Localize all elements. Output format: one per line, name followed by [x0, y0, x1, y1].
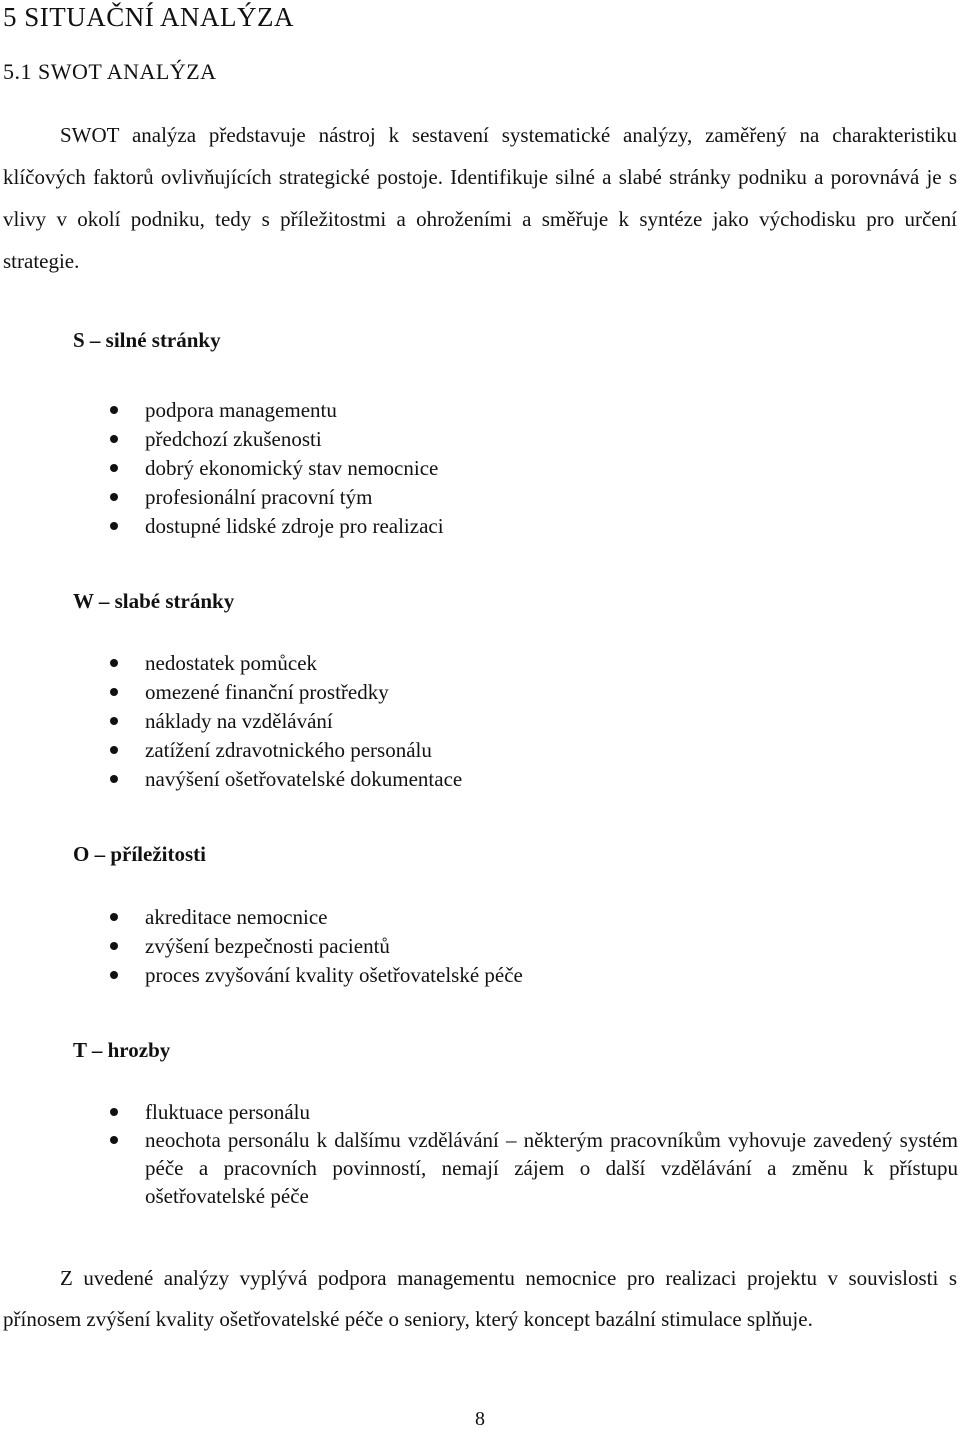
list-item	[110, 649, 958, 678]
weaknesses-heading: W – slabé stránky	[73, 589, 235, 613]
bullet-icon	[110, 942, 118, 950]
list-item	[110, 961, 958, 990]
list-item	[110, 512, 958, 541]
list-item-text: podpora managementu	[145, 398, 337, 422]
opportunities-heading: O – příležitosti	[73, 842, 206, 866]
list-item-text: akreditace nemocnice	[145, 905, 328, 929]
bullet-icon	[110, 435, 118, 443]
threats-list	[110, 1098, 958, 1210]
list-item-text: dostupné lidské zdroje pro realizaci	[145, 514, 444, 538]
list-item-text: proces zvyšování kvality ošetřovatelské péče	[145, 963, 523, 987]
bullet-icon	[110, 659, 118, 667]
list-item-text: neochota personálu k dalšímu vzdělávání – některým pracovníkům vyhovuje zavedený systém péče a pracovních povinností, nemají zájem o další vzdělávání a změnu k přístupu ošetřovatelské péče	[145, 1128, 958, 1208]
list-item-text: předchozí zkušenosti	[145, 427, 322, 451]
strengths-list	[110, 396, 958, 541]
list-item	[110, 736, 958, 765]
bullet-icon	[110, 1136, 118, 1144]
conclusion-paragraph: Z uvedené analýzy vyplývá podpora managementu nemocnice pro realizaci projektu v souvislosti s přínosem zvýšení kvality ošetřovatelské péče o seniory, který koncept bazální stimulace splňuje.	[3, 1266, 957, 1331]
list-item	[110, 1098, 958, 1126]
bullet-icon	[110, 493, 118, 501]
list-item-text: zatížení zdravotnického personálu	[145, 738, 432, 762]
list-item-text: profesionální pracovní tým	[145, 485, 373, 509]
list-item	[110, 396, 958, 425]
list-item-text: navýšení ošetřovatelské dokumentace	[145, 767, 463, 791]
bullet-icon	[110, 746, 118, 754]
bullet-icon	[110, 522, 118, 530]
list-item	[110, 932, 958, 961]
list-item-text: zvýšení bezpečnosti pacientů	[145, 934, 390, 958]
page-number: 8	[475, 1408, 485, 1430]
list-item	[110, 765, 958, 794]
bullet-icon	[110, 775, 118, 783]
bullet-icon	[110, 913, 118, 921]
intro-paragraph: SWOT analýza představuje nástroj k sestavení systematické analýzy, zaměřený na charakteristiku klíčových faktorů ovlivňujících strategické postoje. Identifikuje silné a slabé stránky podniku a porovnává je s vlivy v okolí podniku, tedy s příležitostmi a ohroženími a směřuje k syntéze jako východisku pro určení strategie.	[3, 123, 957, 273]
list-item-text: náklady na vzdělávání	[145, 709, 333, 733]
strengths-heading: S – silné stránky	[73, 328, 221, 352]
bullet-icon	[110, 971, 118, 979]
list-item	[110, 425, 958, 454]
list-item-text: nedostatek pomůcek	[145, 651, 318, 675]
list-item	[110, 454, 958, 483]
weaknesses-list	[110, 649, 958, 794]
list-item	[110, 707, 958, 736]
list-item-text: fluktuace personálu	[145, 1100, 311, 1124]
list-item	[110, 483, 958, 512]
bullet-icon	[110, 406, 118, 414]
threats-heading: T – hrozby	[73, 1038, 171, 1062]
bullet-icon	[110, 1108, 118, 1116]
list-item	[110, 678, 958, 707]
list-item	[110, 903, 958, 932]
chapter-title: 5 SITUAČNÍ ANALÝZA	[3, 2, 294, 32]
bullet-icon	[110, 688, 118, 696]
bullet-icon	[110, 464, 118, 472]
list-item-text: omezené finanční prostředky	[145, 680, 389, 704]
list-item-text: dobrý ekonomický stav nemocnice	[145, 456, 439, 480]
section-title: 5.1 SWOT ANALÝZA	[3, 59, 217, 84]
list-item	[110, 1126, 958, 1210]
opportunities-list	[110, 903, 958, 990]
bullet-icon	[110, 717, 118, 725]
